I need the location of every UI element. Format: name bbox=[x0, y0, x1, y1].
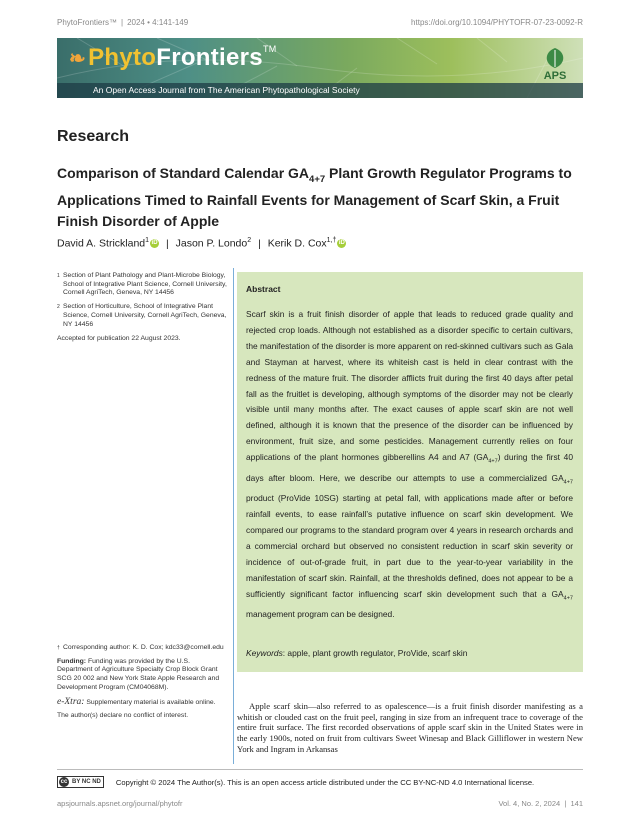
journal-citation: PhytoFrontiers™ | 2024 • 4:141-149 bbox=[57, 18, 189, 27]
orcid-icon[interactable]: iD bbox=[338, 240, 345, 247]
orcid-icon[interactable]: iD bbox=[151, 240, 158, 247]
supplementary-note: e-Xtra: Supplementary material is available online. bbox=[57, 696, 216, 707]
journal-url-link[interactable]: apsjournals.apsnet.org/journal/phytofr bbox=[57, 799, 183, 808]
running-header bbox=[57, 18, 583, 30]
abstract-panel bbox=[237, 272, 583, 672]
author-name[interactable]: Kerik D. Cox bbox=[267, 237, 327, 250]
leaf-icon: ❧ bbox=[69, 48, 87, 70]
phytofrontiers-logo: ❧PhytoFrontiers™ bbox=[69, 44, 277, 71]
article-title: Comparison of Standard Calendar $GA_{4+7}$ Plant Growth Regulator Programs to Applications Timed to Rainfall Events for Management of Scarf Skin, a Fruit Finish Disorder of Apple bbox=[57, 165, 572, 229]
volume-page: Vol. 4, No. 2, 2024 | 141 bbox=[498, 799, 583, 808]
cc-license-icon[interactable]: cc BY NC ND bbox=[57, 776, 104, 788]
license-bar bbox=[57, 769, 583, 788]
abstract-heading: Abstract bbox=[246, 284, 281, 294]
aps-logo: APS bbox=[535, 46, 575, 90]
body-paragraph: Apple scarf skin—also referred to as opalescence—is a fruit finish disorder manifesting as a whitish or clouded cast on the fruit peel, ranging in size from an infrequent trace to coverage of the entire fruit surface. The first recorded observations of apple scarf skin in the United States were in the early 1900s, noted on fruit from cultivars Sweet Winesap and Black Gilliflower in western New York and Ingram in Arkansas bbox=[237, 701, 583, 754]
accepted-date: Accepted for publication 22 August 2023. bbox=[57, 335, 181, 343]
keywords: Keywords: apple, plant growth regulator, ProVide, scarf skin bbox=[246, 648, 468, 658]
author-name[interactable]: Jason P. Londo bbox=[175, 237, 248, 250]
journal-banner bbox=[57, 38, 583, 98]
author-list: David A. Strickland$^1$ iD | Jason P. Londo$^2$ | Kerik D. Cox$^{1,\dagger}$ iD bbox=[57, 237, 345, 250]
funding-note: Funding: Funding was provided by the U.S. Department of Agriculture Specialty Crop Block Grant SCG 20 002 and New York State Apple Research and Development Program (CM04068M). bbox=[57, 657, 220, 691]
doi-link[interactable]: https://doi.org/10.1094/PHYTOFR-07-23-0092-R bbox=[411, 18, 583, 27]
section-label: Research bbox=[57, 128, 130, 145]
author-name[interactable]: David A. Strickland bbox=[57, 237, 146, 250]
abstract-text: Scarf skin is a fruit finish disorder of apple that leads to reduced grade quality and rejected crop loads. Although not established as a disorder specific to certain cultivars, the manifestation of the disorder is more apparent on red-skinned cultivars such as Gala and Stayman at harvest, where its whiteish cast is held in clear contrast with the redness of the mature fruit. The disorder afflicts fruit during the first 40 days after petal fall as the fruitlet is developing, although symptoms of the disorder may not be clearly visible until many months after. The exact causes of apple scarf skin are not well defined, although it is known that the presence of the disorder can be influenced by environment, fruit size, and some pesticides. Management currently relies on four applications of the plant hormones gibberellins A4 and A7 $(GA_{4+7})$ during the first 40 days after bloom. Here, we describe our attempts to use a commercialized $GA_{4+7}$ product (ProVide 10SG) starting at petal fall, with applications made after or before rainfall events, to ease rainfall’s putative influence on scarf skin development. We compared our programs to the standard program over 4 years in research orchards and a commercial orchard but observed no consistent reduction in scarf skin severity or incidence of out-of-grade fruit, in part due to the year-to-year variability in the manifestation of scarf skin. Rainfall, at the thresholds defined, does not appear to be a sufficiently significant factor influencing scarf skin development such that a $GA_{4+7}$ management program can be designed. bbox=[246, 309, 573, 620]
corresponding-author: † Corresponding author: K. D. Cox; kdc33@cornell.edu bbox=[57, 644, 224, 651]
journal-ref: PhytoFrontiers™ bbox=[57, 18, 118, 27]
column-divider bbox=[233, 268, 234, 764]
conflict-statement: The author(s) declare no conflict of interest. bbox=[57, 712, 189, 720]
issue-ref: 2024 • 4:141-149 bbox=[127, 18, 189, 27]
aps-leaf-icon bbox=[540, 46, 570, 70]
affiliation: 2 Section of Horticulture, School of Integrative Plant Science, Cornell University, Cornell AgriTech, Geneva, NY 14456 bbox=[57, 303, 227, 328]
license-text: Copyright © 2024 The Author(s). This is an open access article distributed under the CC BY-NC-ND 4.0 International license. bbox=[115, 777, 535, 787]
page-footer bbox=[57, 799, 583, 808]
banner-tagline: An Open Access Journal from The American Phytopathological Society bbox=[57, 83, 583, 98]
article-notes bbox=[57, 644, 227, 726]
affiliations bbox=[57, 272, 227, 344]
affiliation: 1 Section of Plant Pathology and Plant-Microbe Biology, School of Integrative Plant Science, Cornell University, Cornell AgriTech, Geneva, NY 14456 bbox=[57, 272, 227, 297]
